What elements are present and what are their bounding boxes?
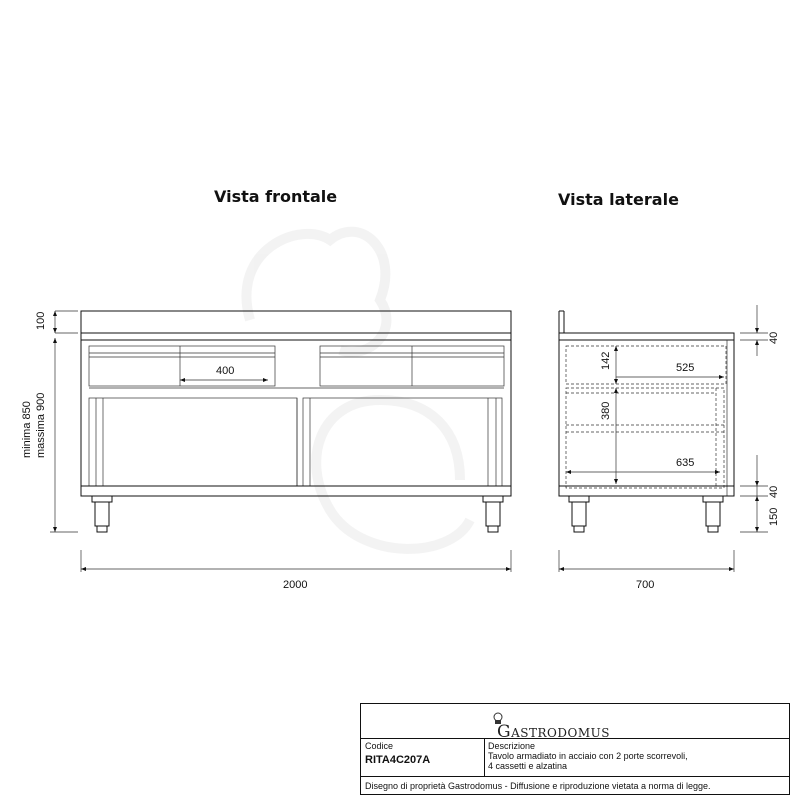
dim-side-drawer-height: 142 <box>600 351 612 370</box>
dim-front-drawer-width: 400 <box>216 365 235 377</box>
front-worktop <box>81 333 511 340</box>
dim-side-total-depth: 700 <box>636 579 655 591</box>
watermark-logo <box>246 232 470 549</box>
dim-front-height-min: minima 850 <box>21 401 33 458</box>
brand-rest: ASTRODOMUS <box>511 726 610 740</box>
side-compartment <box>566 388 724 488</box>
brand-logo <box>491 710 641 742</box>
dim-front-total-width: 2000 <box>283 579 308 591</box>
side-view-title: Vista laterale <box>558 190 679 209</box>
front-view-title: Vista frontale <box>214 187 338 206</box>
dim-side-shelf: 40 <box>768 485 780 498</box>
dim-side-upstand: 40 <box>768 331 780 344</box>
dim-side-compartment-height: 380 <box>600 401 612 420</box>
description-label: Descrizione <box>488 741 536 751</box>
front-upstand <box>81 311 511 333</box>
brand-initial: G <box>497 722 512 742</box>
dim-front-upstand: 100 <box>35 311 47 330</box>
brand-name <box>497 722 610 742</box>
dim-side-compartment-depth: 635 <box>676 457 695 469</box>
side-view <box>559 305 780 591</box>
code-label: Codice <box>365 741 394 751</box>
ownership-footer: Disegno di proprietà Gastrodomus - Diffusione e riproduzione vietata a norma di legge. <box>365 781 711 791</box>
dim-side-drawer-depth: 525 <box>676 362 695 374</box>
title-block <box>360 703 790 795</box>
front-door-left <box>89 398 297 486</box>
dim-side-feet: 150 <box>768 507 780 526</box>
dim-front-height-max: massima 900 <box>35 392 47 458</box>
description-line-2: 4 cassetti e alzatina <box>488 761 568 771</box>
code-value: RITA4C207A <box>365 754 431 766</box>
description-line-1: Tavolo armadiato in acciaio con 2 porte scorrevoli, <box>488 751 688 761</box>
side-drawer <box>566 346 726 384</box>
front-door-right <box>303 398 502 486</box>
